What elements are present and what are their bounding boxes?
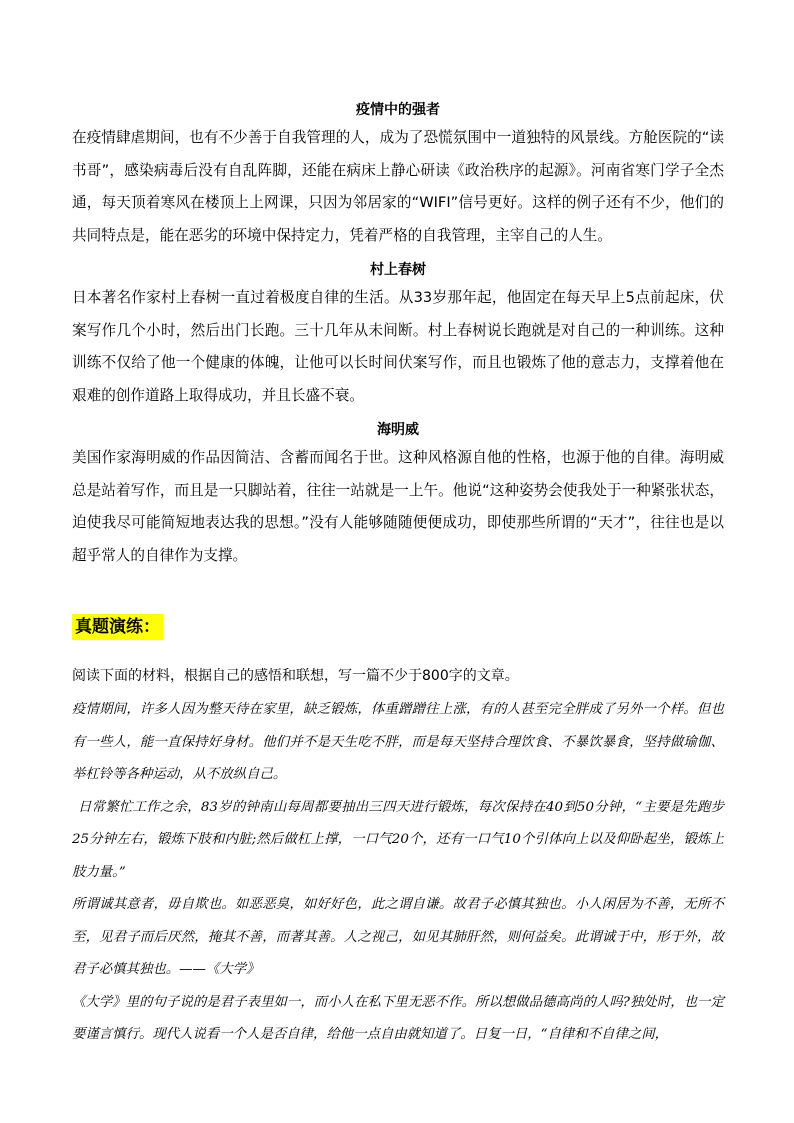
section-title-hemingway: 海明威 bbox=[377, 422, 419, 438]
section-title-murakami: 村上春树 bbox=[370, 262, 426, 278]
exercise-heading-wrap bbox=[72, 614, 724, 644]
material-paragraph: 日常繁忙工作之余，83岁的钟南山每周都要抽出三四天进行锻炼，每次保持在40到50分钟，“主要是先跑步25分钟左右，锻炼下肢和内脏;然后做杠上撑，一口气20个，还有一口气10个引体向上以及仰卧起坐，锻炼上肢力量。” bbox=[72, 799, 724, 880]
exercise-heading: 真题演练： bbox=[72, 614, 163, 640]
section-text-hemingway: 美国作家海明威的作品因简洁、含蓄而闻名于世。这种风格源自他的性格，也源于他的自律。海明威总是站着写作，而且是一只脚站着，往往一站就是一上午。他说“这种姿势会使我处于一种紧张状态，迫使我尽可能简短地表达我的思想。”没有人能够随随便便成功，即使那些所谓的“天才”，往往也是以超乎常人的自律作为支撑。 bbox=[72, 449, 724, 564]
exercise-instruction: 阅读下面的材料，根据自己的感悟和联想，写一篇不少于800字的文章。 bbox=[72, 668, 519, 684]
section-text-epidemic: 在疫情肆虐期间，也有不少善于自我管理的人，成为了恐慌氛围中一道独特的风景线。方舱医院的“读书哥”，感染病毒后没有自乱阵脚，还能在病床上静心研读《政治秩序的起源》。河南省寒门学子全杰通，每天顶着寒风在楼顶上上网课，只因为邻居家的“WIFI”信号更好。这样的例子还有不少，他们的共同特点是，能在恶劣的环境中保持定力，凭着严格的自我管理，主宰自己的人生。 bbox=[72, 129, 724, 244]
material-paragraph: 所谓诚其意者，毋自欺也。如恶恶臭，如好好色，此之谓自谦。故君子必慎其独也。小人闲居为不善，无所不至，见君子而后厌然，掩其不善，而著其善。人之视己，如见其肺肝然，则何益矣。此谓诚于中，形于外，故君子必慎其独也。——《大学》 bbox=[72, 897, 724, 977]
material-paragraph: 《大学》里的句子说的是君子表里如一，而小人在私下里无恶不作。所以想做品德高尚的人吗?独处时，也一定要谨言慎行。现代人说看一个人是否自律，给他一点自由就知道了。日复一日，“自律和不自律之间， bbox=[72, 994, 724, 1042]
document-page bbox=[72, 98, 724, 1052]
material-paragraph: 疫情期间，许多人因为整天待在家里，缺乏锻炼，体重蹭蹭往上涨，有的人甚至完全胖成了另外一个样。但也有一些人，能一直保持好身材。他们并不是天生吃不胖，而是每天坚持合理饮食、不暴饮暴食，坚持做瑜伽、举杠铃等各种运动，从不放纵自己。 bbox=[72, 702, 724, 782]
section-text-murakami: 日本著名作家村上春树一直过着极度自律的生活。从33岁那年起，他固定在每天早上5点前起床，伏案写作几个小时，然后出门长跑。三十几年从未间断。村上春树说长跑就是对自己的一种训练。这种训练不仅给了他一个健康的体魄，让他可以长时间伏案写作，而且也锻炼了他的意志力，支撑着他在艰难的创作道路上取得成功，并且长盛不衰。 bbox=[72, 289, 724, 404]
section-title-epidemic: 疫情中的强者 bbox=[356, 102, 440, 118]
